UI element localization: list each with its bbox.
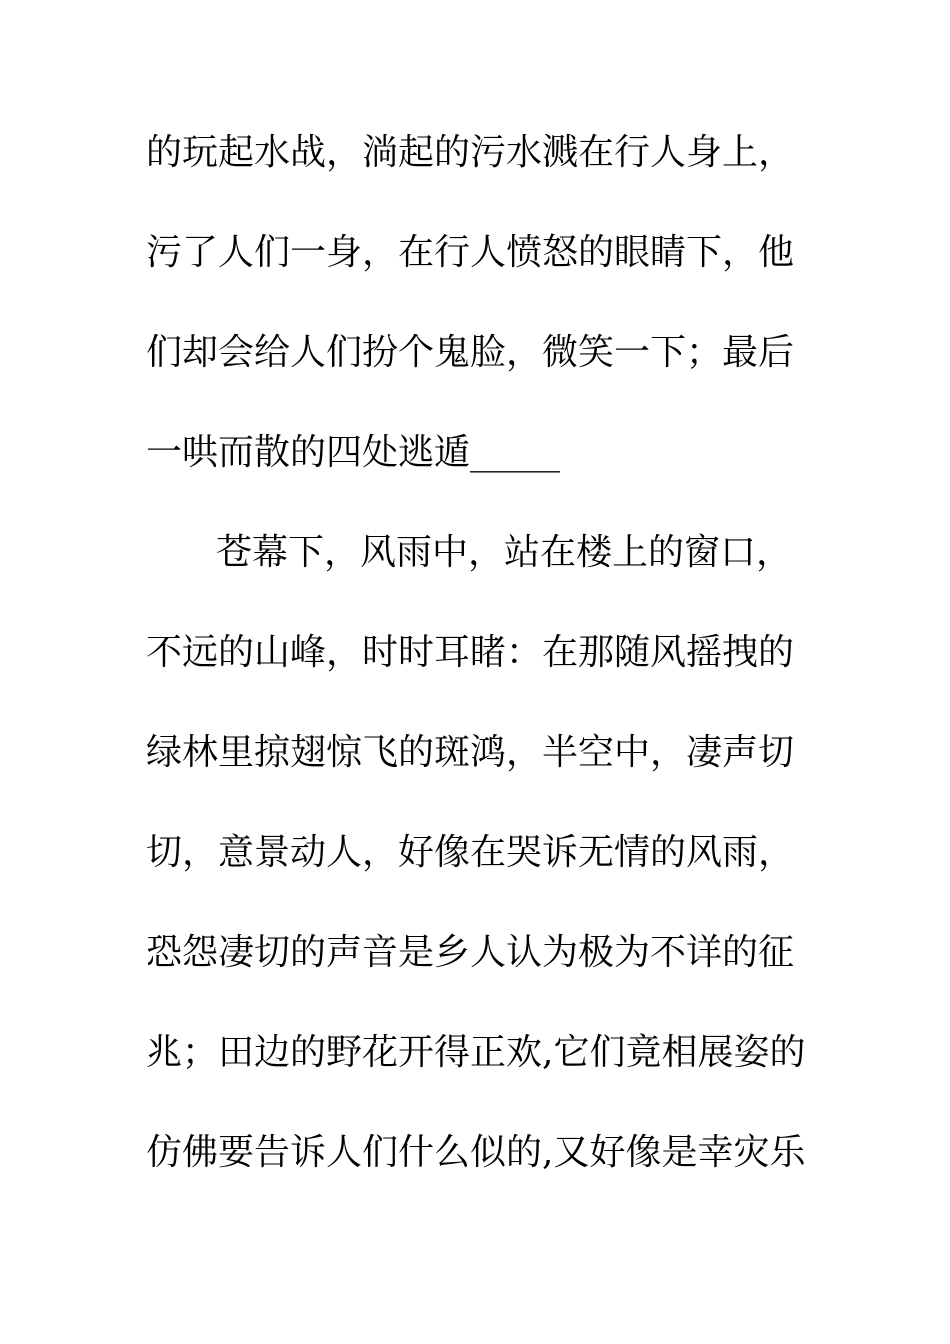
text-line-6: 不远的山峰，时时耳睹：在那随风摇拽的 — [146, 632, 795, 673]
text-line-1: 的玩起水战，淌起的污水溅在行人身上， — [146, 132, 795, 173]
text-line-5: 苍幕下，风雨中，站在楼上的窗口， — [216, 532, 793, 573]
text-line-10: 兆；田边的野花开得正欢,它们竟相展姿的 — [146, 1032, 806, 1073]
text-line-9: 恐怨凄切的声音是乡人认为极为不详的征 — [146, 932, 795, 973]
text-line-4: 一哄而散的四处逃遁_____ — [146, 432, 561, 473]
text-line-8: 切，意景动人，好像在哭诉无情的风雨， — [146, 832, 795, 873]
text-line-7: 绿林里掠翅惊飞的斑鸿，半空中，凄声切 — [146, 732, 795, 773]
text-line-3: 们却会给人们扮个鬼脸，微笑一下；最后 — [146, 332, 795, 373]
text-line-2: 污了人们一身，在行人愤怒的眼睛下，他 — [146, 232, 795, 273]
text-line-11: 仿佛要告诉人们什么似的,又好像是幸灾乐 — [146, 1132, 806, 1173]
